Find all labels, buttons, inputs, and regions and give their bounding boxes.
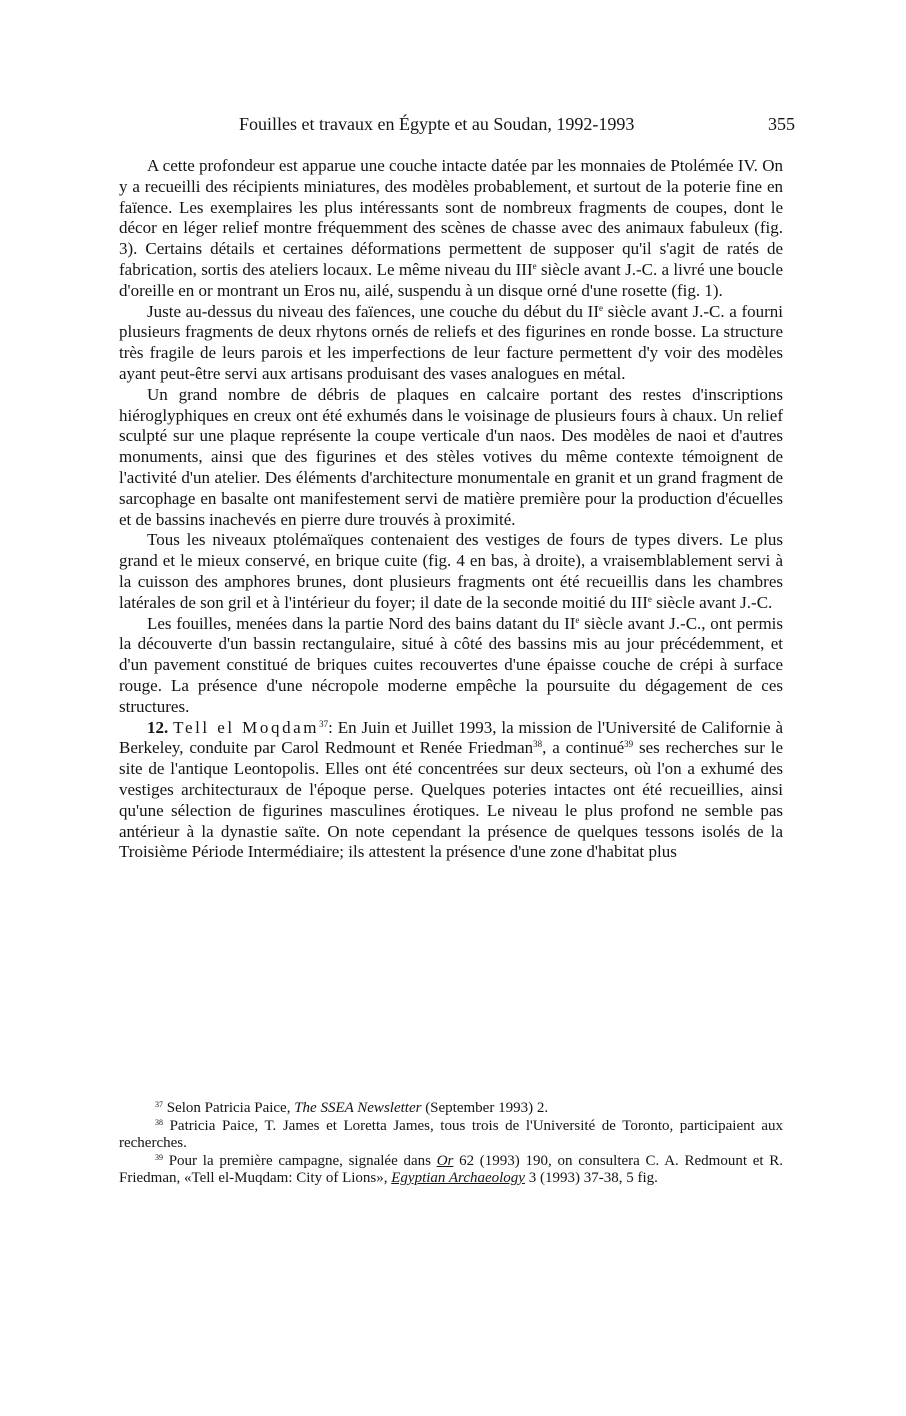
paragraph: A cette profondeur est apparue une couche intacte datée par les monnaies de Ptolémée IV. On y a recueilli des récipients miniatures, des modèles probablement, et surtout de la poterie fine en faïence. Les exemplaires les plus intéressants sont de nombreux fragments de coupes, dont le décor en léger relief montre fréquemment des scènes de chasse avec des animaux fabuleux (fig. 3). Certains détails et certaines déformations permettent de supposer qu'il s'agit de ratés de fabrication, sortis des ateliers locaux. Le même niveau du IIIe siècle avant J.-C. a livré une boucle d'oreille en or montrant un Eros nu, ailé, suspendu à un disque orné d'une rosette (fig. 1). — [119, 156, 784, 300]
footnote-ref[interactable]: 39 — [624, 739, 634, 750]
paragraph: Tous les niveaux ptolémaïques contenaient des vestiges de fours de types divers. Le plus grand et le mieux conservé, en brique cuite (fig. 4 en bas, à droite), a vraisemblablement servi à la cuisson des amphores brunes, dont plusieurs fragments ont été recueillis dans les chambres latérales de son gril et à l'intérieur du foyer; il date de la seconde moitié du IIIe siècle avant J.-C. — [119, 530, 783, 612]
site-name: Tell el Moqdam — [173, 717, 320, 737]
running-title: Fouilles et travaux en Égypte et au Soudan, 1992-1993 — [239, 114, 635, 134]
running-header — [119, 110, 795, 138]
footnote-ref[interactable]: 37 — [319, 718, 329, 729]
footnote-37: $^{37}$ Selon Patricia Paice, The SSEA Newsletter (September 1993) 2. — [155, 1100, 549, 1116]
footnote-ref[interactable]: 38 — [533, 739, 543, 750]
page — [119, 110, 795, 863]
footnotes — [119, 1100, 783, 1188]
paragraph: Les fouilles, menées dans la partie Nord des bains datant du IIe siècle avant J.-C., ont permis la découverte d'un bassin rectangulaire, situé à côté des bassins mis au jour précédemment, et d'un pavement constitué de briques cuites recouvertes d'une épaisse couche de crépi à surface rouge. La présence d'une nécropole moderne empêche la poursuite du dégagement de ces structures. — [119, 613, 784, 716]
footnote-38: $^{38}$ Patricia Paice, T. James et Loretta James, tous trois de l'Université de Toronto, participaient aux recherches. — [119, 1117, 783, 1151]
page-number: 355 — [768, 114, 795, 134]
paragraph: Un grand nombre de débris de plaques en calcaire portant des restes d'inscriptions hiéroglyphiques en creux ont été exhumés dans le voisinage de plusieurs fours à chaux. Un relief sculpté sur une plaque représente la coupe verticale d'un naos. Des modèles de naoi et d'autres monuments, ainsi que des figurines et des stèles votives du même contexte témoignent de l'activité d'un atelier. Des éléments d'architecture monumentale en granit et un grand fragment de sarcophage en basalte ont manifestement servi de matière première pour la production d'écuelles et de bassins inachevés en pierre dure trouvés à proximité. — [119, 384, 783, 529]
section-12: 12. Tell el Moqdam$^{37}$: En Juin et Juillet 1993, la mission de l'Université de Californie à Berkeley, conduite par Carol Redmount et Renée Friedman$^{38}$, a continué$^{39}$ ses recherches sur le site de l'antique Leontopolis. Elles ont été concentrées sur deux secteurs, où l'on a exhumé des vestiges architecturaux de l'époque perse. Quelques poteries intactes ont été recueillies, ainsi qu'une sélection de figurines masculines érotiques. Le niveau le plus profond ne semble pas antérieur à la dynastie saïte. On note cependant la présence de quelques tessons isolés de la Troisième Période Intermédiaire; ils attestent la présence d'une zone d'habitat plus — [119, 717, 783, 862]
paragraph: Juste au-dessus du niveau des faïences, une couche du début du IIe siècle avant J.-C. a fourni plusieurs fragments de deux rhytons ornés de reliefs et des figurines en ronde bosse. La structure très fragile de leurs parois et les imperfections de leur facture permettent d'y voir des modèles ayant peut-être servi aux artisans produisant des vases analogues en métal. — [119, 301, 783, 383]
body-text — [119, 156, 783, 863]
footnote-39: $^{39}$ Pour la première campagne, signalée dans Or 62 (1993) 190, on consultera C. A. Redmount et R. Friedman, «Tell el-Muqdam: City of Lions», Egyptian Archaeology 3 (1993) 37-38, 5 fig. — [119, 1152, 784, 1186]
section-number: 12. — [147, 717, 169, 737]
